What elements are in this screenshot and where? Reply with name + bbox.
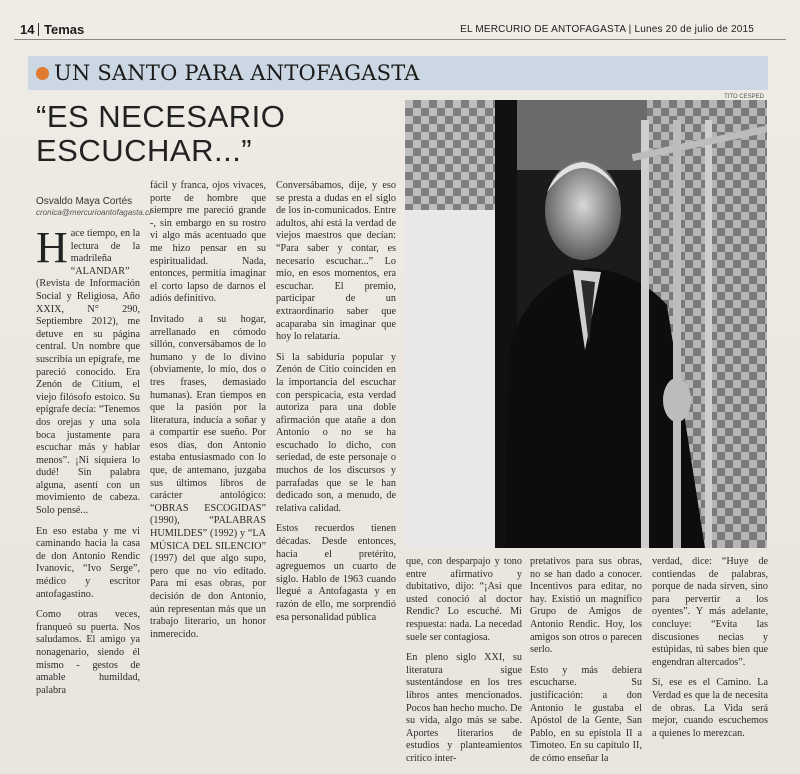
orange-dot-icon [36, 67, 49, 80]
paragraph: En pleno siglo XXI, su literatura sigue sustentándose en los tres libros antes mencionados. Pocos han hecho mucho. De su vida, algo más se sabe. Aportes literarios de estudios y planteamientos crítico inter- [406, 652, 522, 764]
paragraph: que, con desparpajo y tono entre afirmativo y dubitativo, dijo: “¡Así que usted conoció al doctor Rendic? Lo escuché. Mi respuesta: nada. La necedad suele ser contagiosa. [406, 556, 522, 643]
page-header [14, 20, 786, 40]
paragraph: Invitado a su hogar, arrellanado en cómodo sillón, conversábamos de lo humano y de lo divino (obviamente, lo mío, dos o tres frases, demasiado humanas). Eran tiempos en que la pasión por la literatura, inducía a soñar y a compartir ese sueño. Por esos días, don Antonio estaba entusiasmado con lo que, de antemano, juzgaba sus últimos libros de carácter antológico: “OBRAS ESCOGIDAS” (1990), “PALABRAS HUMILDES” (1992) y “LA MÚSICA DEL SILENCIO” (1997) del que algo supo, pero que no vio editado. Para mí esas obras, por decisión de don Antonio, aún representan más que un trabajo literario, un honor inmerecido. [150, 313, 266, 640]
author-email: cronica@mercurioantofagasta.cl [36, 208, 151, 217]
article-column-2 [150, 180, 266, 649]
paragraph: Como otras veces, franqueó su puerta. Nos saludamos. El amigo ya nonagenario, siendo él mismo - gestos de amable humildad, palabra [36, 609, 140, 696]
paragraph-text: ace tiempo, en la lectura de la madrileña “ALANDAR” (Revista de Información Social y Religiosa, Año XXIX, N° 290, Septiembre 2012), me detuve en su página central. Un nombre que suscribía un epígrafe, me pareció conocido. Era Zenón de Citium, el viejo filósofo estoico. Su epígrafe decía: “Tenemos dos orejas y una sola boca justamente para escuchar más y hablar menos”. ¡Ni siquiera lo dudé! Sin palabra alguna, asentí con un movimiento de cabeza. Solo pensé... [36, 228, 140, 517]
article-column-1 [36, 223, 140, 705]
kicker-band [28, 56, 768, 90]
article-column-6 [652, 556, 768, 748]
paragraph [36, 223, 140, 518]
paragraph: verdad, dice: “Huye de contiendas de palabras, porque de nada sirven, sino para pervertir a los oyentes”. Y más adelante, concluye: “Evita las discusiones necias y estúpidas, tú sabes bien que engendran altercados”. [652, 556, 768, 668]
paragraph: En eso estaba y me vi caminando hacia la casa de don Antonio Rendic Ivanovic, “Ivo Serge”, médico y escritor antofagastino. [36, 525, 140, 600]
paragraph: Esto y más debiera escucharse. Su justificación: a don Antonio le gustaba el Apóstol de la Gente, San Pablo, en su epístola II a Timoteo. En su capítulo II, de cómo enseñar la [530, 664, 642, 764]
paragraph: Conversábamos, dije, y eso se presta a dudas en el siglo de los in-comunicados. Entre adultos, ahí está la verdad de viejos maestros que decían: “Para saber y contar, es necesario escuchar...” Lo mío, en esos momentos, era escuchar. El premio, participar de un extraordinario saber que acaparaba sin imaginar que hoy lo relataría. [276, 180, 396, 343]
paragraph: pretativos para sus obras, no se han dado a conocer. Incentivos para editar, no hay. Existió un magnífico Grupo de Amigos de Antonio Rendic. Hoy, los amigos son otros o parecen serlo. [530, 556, 642, 656]
section-name: Temas [44, 22, 85, 37]
paragraph: Estos recuerdos tienen décadas. Desde entonces, hacia el pretérito, agreguemos un cuarto de siglo. Hablo de 1963 cuando llegué a Antofagasta y en razón de ello, me sorprendió esa personalidad pública [276, 523, 396, 623]
page-number: 14 [20, 22, 35, 37]
portrait-photo-illustration [405, 100, 767, 548]
drop-cap: H [36, 223, 68, 272]
paragraph: fácil y franca, ojos vivaces, porte de hombre que siempre me pareció grande -, sin embargo en su rostro vi algo más acentuado que me hizo pensar en su espiritualidad. Nada, entonces, permitía imaginar el corto lapso de darnos el adiós definitivo. [150, 180, 266, 305]
newspaper-date: EL MERCURIO DE ANTOFAGASTA | Lunes 20 de julio de 2015 [460, 24, 754, 35]
headline: “ES NECESARIO ESCUCHAR...” [36, 99, 286, 168]
photo-credit: TITO CESPED [724, 94, 764, 100]
paragraph: Si la sabiduría popular y Zenón de Citio coinciden en la importancia del escuchar con perspicacia, esta verdad autoriza para una doble afirmación que atañe a don Antonio o no se ha escuchado lo dicho, con seriedad, de este personaje o muchos de los discursos y parrafadas que se le han dedicado son, a menudo, de relativa calidad. [276, 351, 396, 514]
article-column-5 [530, 556, 642, 774]
paragraph: Sí, ese es el Camino. La Verdad es que la de necesita de obras. La Vida será mejor, cuando escuchemos a quienes lo merezcan. [652, 677, 768, 739]
article-column-4 [406, 556, 522, 774]
portrait-photo [405, 100, 767, 548]
kicker-title: UN SANTO PARA ANTOFAGASTA [54, 61, 420, 85]
header-separator [38, 23, 39, 36]
article-column-3 [276, 180, 396, 632]
author-byline: Osvaldo Maya Cortés [36, 196, 133, 207]
